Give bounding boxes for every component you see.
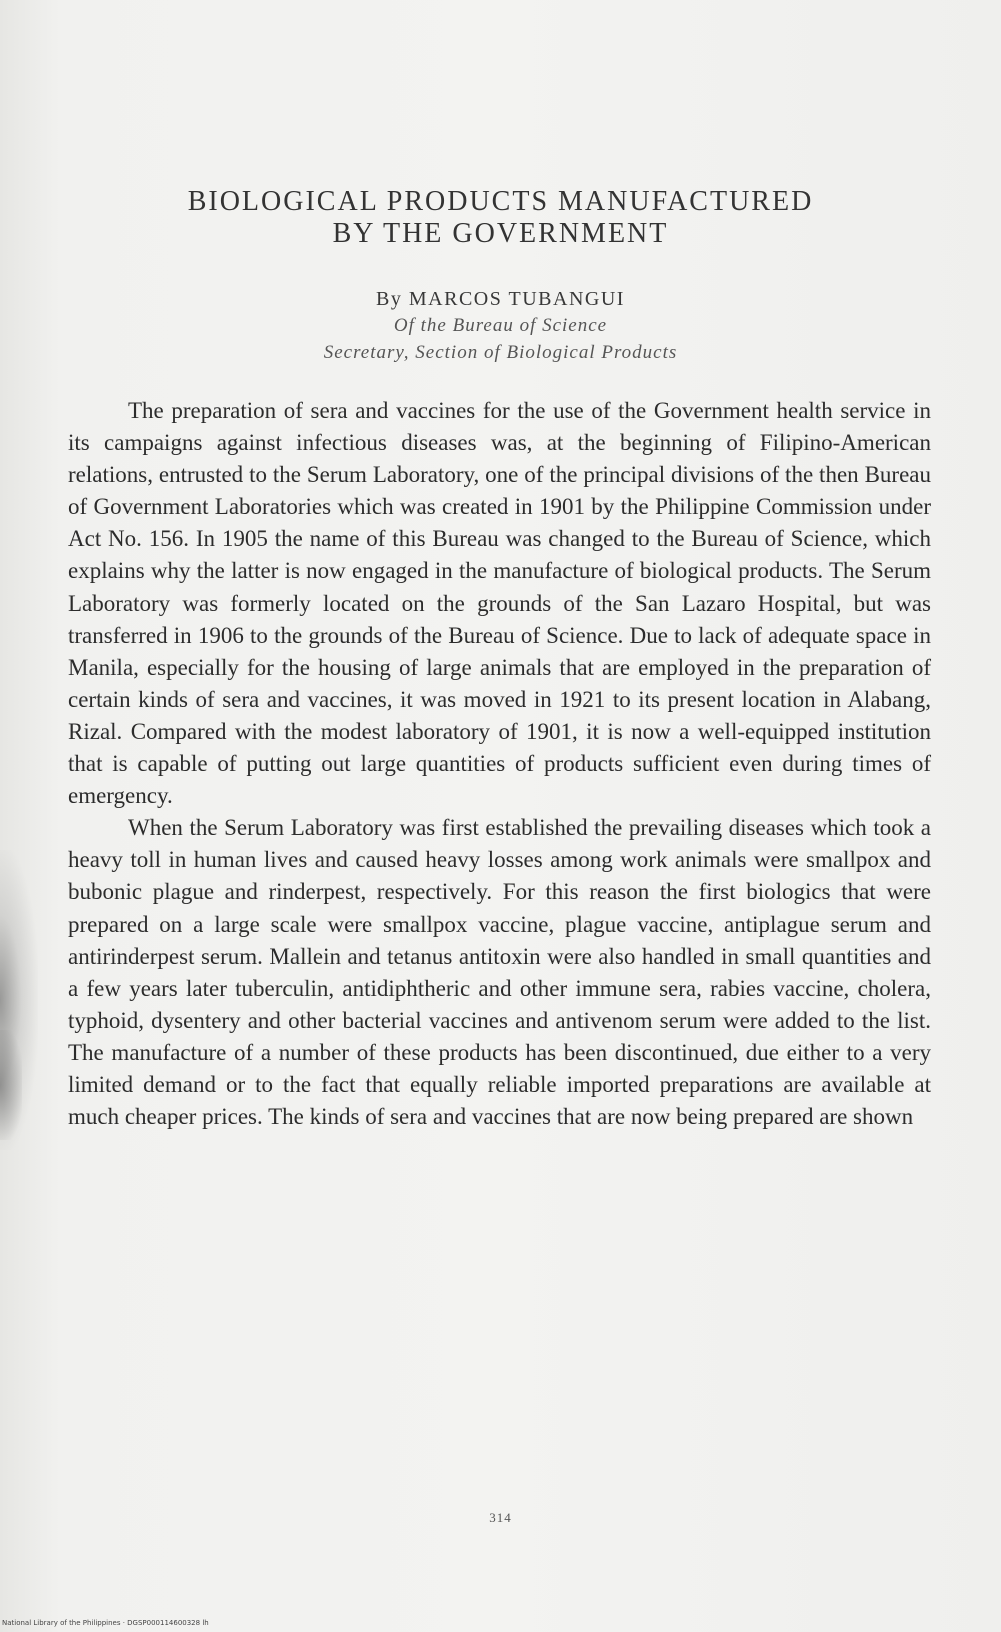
page-edge-mark — [0, 1030, 22, 1140]
article-body — [68, 395, 931, 1133]
scan-footer-note: National Library of the Philippines · DGSP000114600328 lh — [2, 1619, 209, 1627]
paragraph-2: When the Serum Laboratory was first established the prevailing diseases which took a heavy toll in human lives and caused heavy losses among work animals were smallpox and bubonic plague and rinderpest, respectively. For this reason the first biologics that were prepared on a large scale were smallpox vaccine, plague vaccine, antiplague serum and antirinderpest serum. Mallein and tetanus antitoxin were also handled in small quantities and a few years later tuberculin, antidiphtheric and other immune sera, rabies vaccine, cholera, typhoid, dysentery and other bacterial vaccines and antivenom serum were added to the list. The manufacture of a number of these products has been discontinued, due either to a very limited demand or to the fact that equally reliable imported preparations are available at much cheaper prices. The kinds of sera and vaccines that are now being prepared are shown — [68, 815, 931, 1130]
article-title-line-1: BIOLOGICAL PRODUCTS MANUFACTURED — [187, 186, 814, 217]
article-title-line-2: BY THE GOVERNMENT — [332, 218, 669, 249]
author-position: Secretary, Section of Biological Products — [323, 342, 678, 363]
paragraph-1: The preparation of sera and vaccines for the use of the Government health service in its campaigns against infectious diseases was, at the beginning of Filipino-American relations, entrusted to the Serum Laboratory, one of the principal divisions of the then Bureau of Government Laboratories which was created in 1901 by the Philippine Commission under Act No. 156. In 1905 the name of this Bureau was changed to the Bureau of Science, which explains why the latter is now engaged in the manufacture of biological products. The Serum Laboratory was formerly located on the grounds of the San Lazaro Hospital, but was transferred in 1906 to the grounds of the Bureau of Science. Due to lack of adequate space in Manila, especially for the housing of large animals that are employed in the preparation of certain kinds of sera and vaccines, it was moved in 1921 to its present location in Alabang, Rizal. Compared with the modest laboratory of 1901, it is now a well-equipped institution that is capable of putting out large quantities of products sufficient even during times of emergency. — [68, 398, 931, 809]
author-byline: By MARCOS TUBANGUI — [376, 288, 625, 310]
page-number: 314 — [489, 1510, 512, 1525]
author-affiliation: Of the Bureau of Science — [393, 315, 608, 336]
